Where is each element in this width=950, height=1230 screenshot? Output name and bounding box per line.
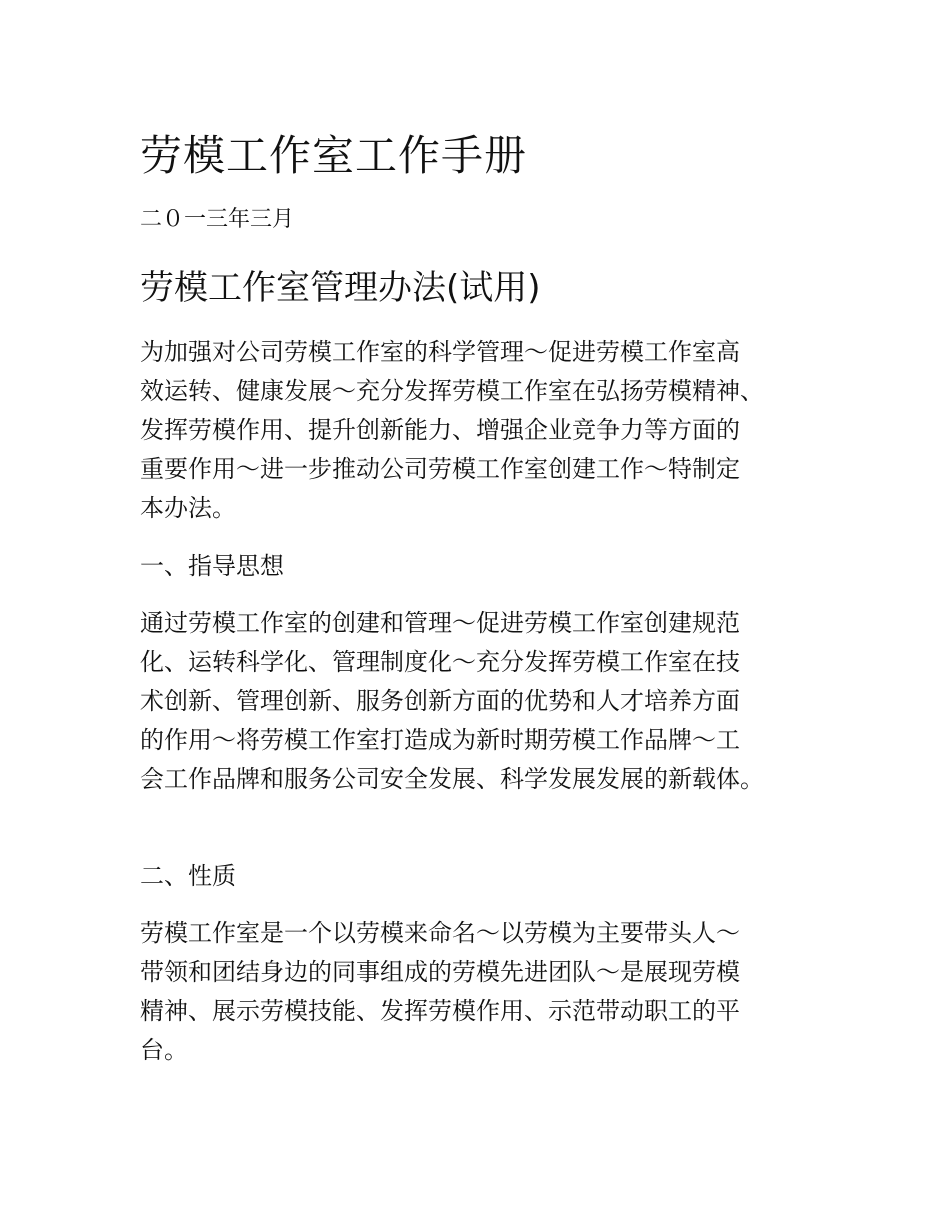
paragraph-line: 化、运转科学化、管理制度化～充分发挥劳模工作室在技: [140, 648, 740, 676]
guiding-ideology-paragraph: [140, 604, 820, 799]
paragraph-line: 术创新、管理创新、服务创新方面的优势和人才培养方面: [140, 687, 740, 715]
document-title: 劳模工作室工作手册: [140, 131, 528, 180]
paragraph-line: 带领和团结身边的同事组成的劳模先进团队～是展现劳模: [140, 958, 740, 986]
paragraph-line: 台。: [140, 1036, 188, 1064]
paragraph-line: 劳模工作室是一个以劳模来命名～以劳模为主要带头人～: [140, 919, 740, 947]
paragraph-line: 效运转、健康发展～充分发挥劳模工作室在弘扬劳模精神、: [140, 377, 764, 405]
paragraph-line: 精神、展示劳模技能、发挥劳模作用、示范带动职工的平: [140, 997, 740, 1025]
paragraph-line: 发挥劳模作用、提升创新能力、增强企业竞争力等方面的: [140, 416, 740, 444]
paragraph-line: 会工作品牌和服务公司安全发展、科学发展发展的新载体。: [140, 765, 764, 793]
paragraph-line: 的作用～将劳模工作室打造成为新时期劳模工作品牌～工: [140, 726, 740, 754]
nature-paragraph: [140, 914, 820, 1070]
paragraph-line: 为加强对公司劳模工作室的科学管理～促进劳模工作室高: [140, 338, 740, 366]
paragraph-line: 重要作用～进一步推动公司劳模工作室创建工作～特制定: [140, 455, 740, 483]
heading-guiding-ideology: 一、指导思想: [140, 552, 284, 580]
heading-nature: 二、性质: [140, 862, 236, 890]
paragraph-line: 本办法。: [140, 494, 236, 522]
paragraph-line: 通过劳模工作室的创建和管理～促进劳模工作室创建规范: [140, 609, 740, 637]
document-date: 二０一三年三月: [140, 207, 295, 232]
intro-paragraph: [140, 333, 820, 528]
section-title: 劳模工作室管理办法(试用): [140, 268, 541, 308]
